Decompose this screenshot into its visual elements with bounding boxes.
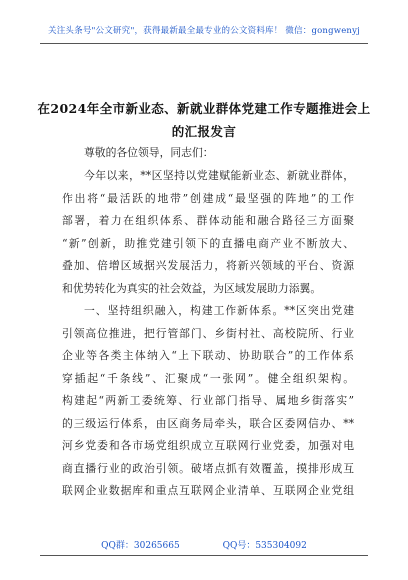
paragraph-line: 部署，着力在组织体系、群体动能和融合路径三方面聚 (62, 214, 354, 227)
paragraph-line: 今年以来，**区坚持以党建赋能新业态、新就业群体， (84, 169, 354, 182)
paragraph-line: “新”创新，助推党建引领下的直播电商产业不断放大、 (62, 236, 354, 250)
footer-divider (40, 555, 368, 556)
paragraph-line: 构建起“两新工委统筹、行业部门指导、属地乡街落实” (62, 394, 354, 407)
paragraph-line: 的三级运行体系，由区商务局牵头，联合区委网信办、** (62, 416, 354, 430)
paragraph-intro (62, 165, 354, 300)
paragraph-line: 和优势转化为真实的社会效益，为区域发展助力添翼。 (62, 281, 322, 295)
paragraph-line: 叠加、倍增区域据兴发展活力，将新兴领域的平台、资源 (62, 259, 354, 272)
salutation-block (62, 142, 354, 165)
paragraph-line: 引领高位推进，把行管部门、乡街村社、高校院所、行业 (62, 326, 354, 340)
paragraph-line: 企业等各类主体纳入“上下联动、协助联合”的工作体系 (62, 349, 354, 362)
footer-contacts: QQ群：30265665 QQ号：535304092 (101, 541, 307, 551)
paragraph-line: 河乡党委和各市场党组织成立互联网行业党委，加强对电 (62, 439, 354, 452)
paragraph-line: 一、坚持组织融入，构建工作新体系。**区突出党建 (84, 304, 354, 317)
paragraph-line: 穿插起“千条线”、汇聚成“一张网”。健全组织架构。 (62, 371, 354, 385)
document-title: 在2024年全市新业态、新就业群体党建工作专题推进会上 (37, 101, 371, 116)
header-divider (40, 43, 368, 44)
paragraph-line: 作出将“最活跃的地带”创建成“最坚强的阵地”的工作 (62, 191, 354, 205)
header-banner: 关注头条号"公文研究"，获得最新最全最专业的公文资料库！ 微信：gongwenyj (48, 26, 360, 36)
paragraph-section-one (62, 300, 354, 503)
salutation: 尊敬的各位领导，同志们： (84, 146, 214, 159)
paragraph-line: 联网企业数据库和重点互联网企业清单、互联网企业党组 (62, 484, 354, 497)
paragraph-line: 商直播行业的政治引领。破堵点抓有效覆盖，摸排形成互 (62, 461, 354, 475)
document-title-continued: 的汇报发言 (171, 124, 237, 139)
